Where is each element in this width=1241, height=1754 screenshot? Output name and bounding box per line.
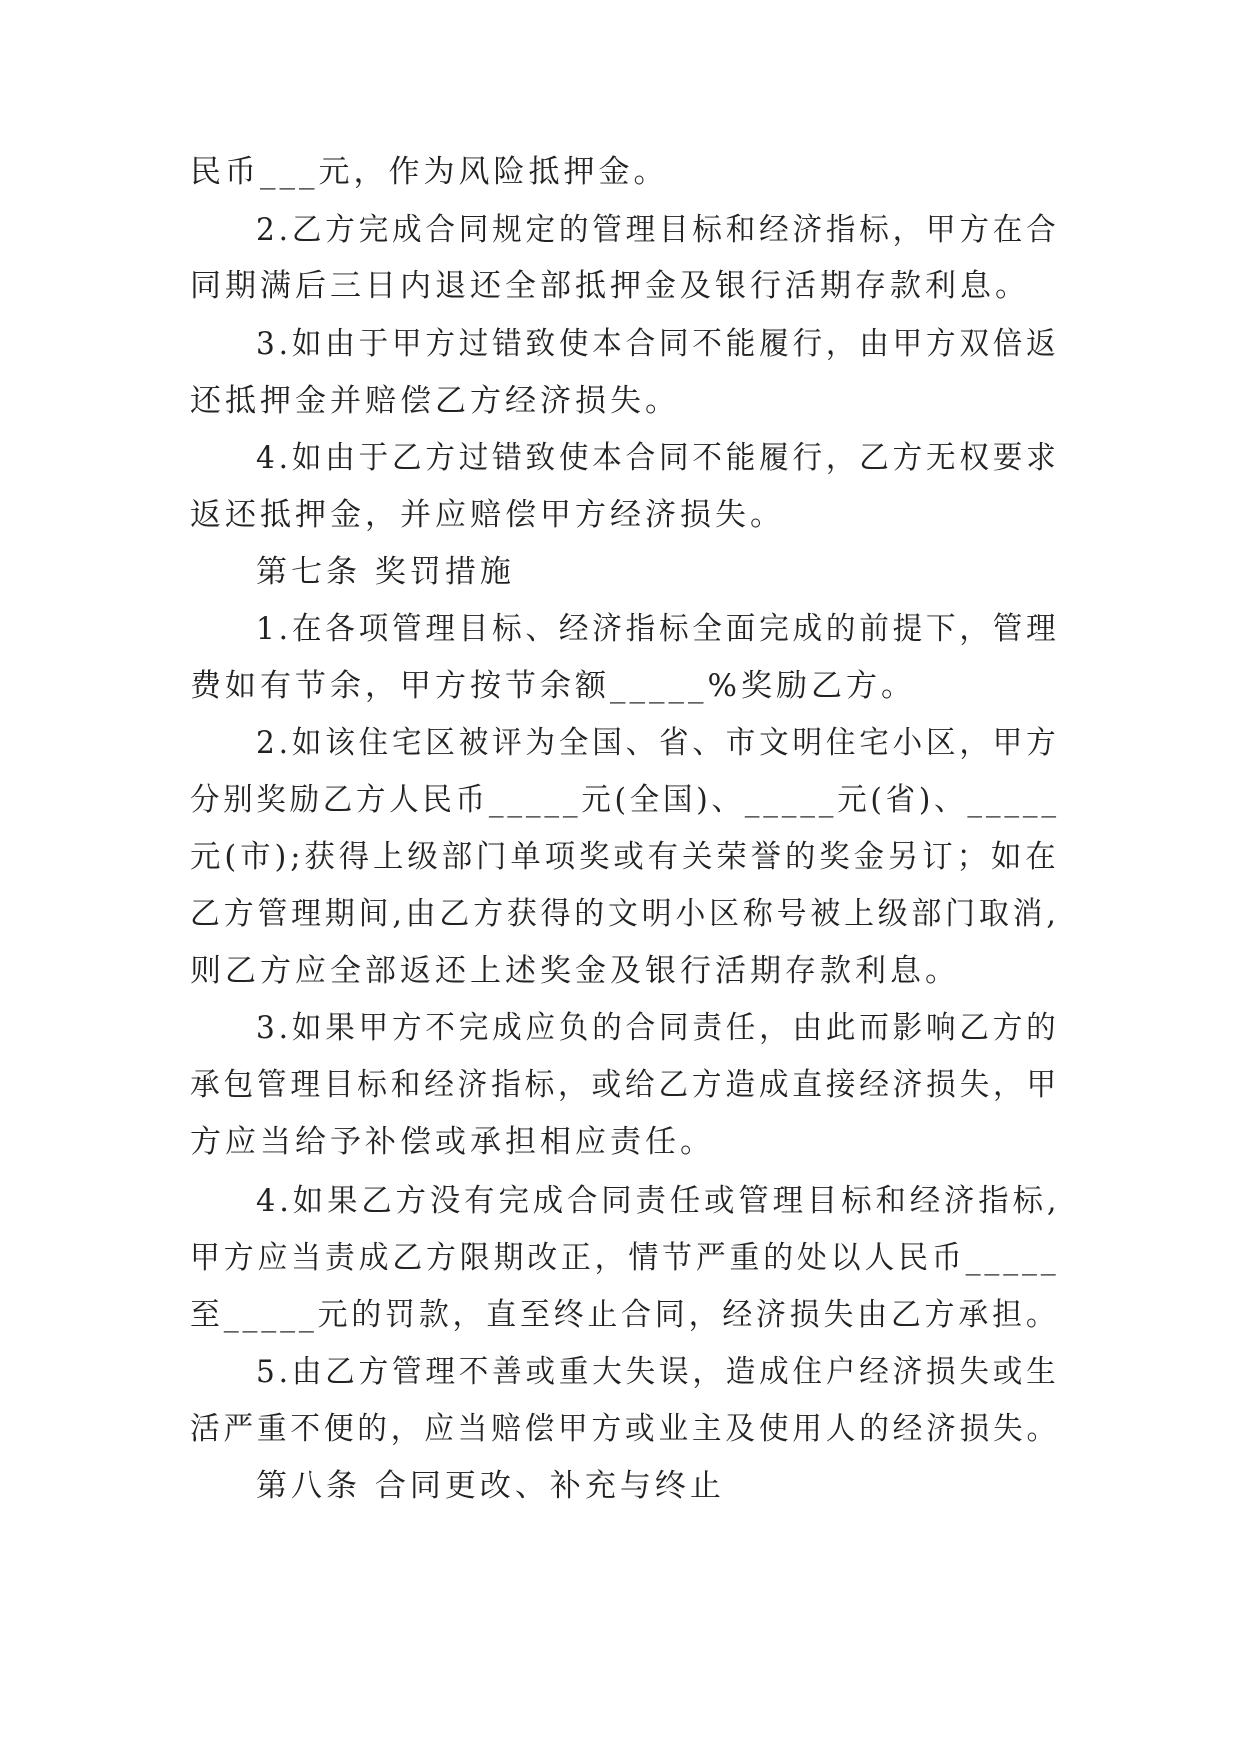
- text-line: 民币___元，作为风险抵押金。: [190, 154, 669, 190]
- text-line: 2.如该住宅区被评为全国、省、市文明住宅小区，甲方: [256, 725, 1060, 761]
- text-line: 则乙方应全部返还上述奖金及银行活期存款利息。: [190, 953, 960, 989]
- text-line: 至_____元的罚款，直至终止合同，经济损失由乙方承担。: [190, 1297, 1060, 1333]
- text-line: 分别奖励乙方人民币_____元(全国)、_____元(省)、_____: [190, 782, 1060, 818]
- text-line: 费如有节余，甲方按节余额_____%奖励乙方。: [190, 668, 916, 704]
- text-line: 乙方管理期间,由乙方获得的文明小区称号被上级部门取消,: [190, 896, 1060, 932]
- text-line: 活严重不便的，应当赔偿甲方或业主及使用人的经济损失。: [190, 1411, 1060, 1447]
- text-line: 3.如果甲方不完成应负的合同责任，由此而影响乙方的: [256, 1010, 1060, 1046]
- section-heading: 第七条 奖罚措施: [256, 554, 515, 590]
- text-line: 5.由乙方管理不善或重大失误，造成住户经济损失或生: [256, 1354, 1060, 1390]
- text-line: 4.如果乙方没有完成合同责任或管理目标和经济指标,: [256, 1183, 1061, 1219]
- text-line: 甲方应当责成乙方限期改正，情节严重的处以人民币_____: [190, 1240, 1060, 1276]
- text-line: 返还抵押金，并应赔偿甲方经济损失。: [190, 497, 785, 533]
- text-line: 3.如由于甲方过错致使本合同不能履行，由甲方双倍返: [256, 326, 1060, 362]
- text-line: 承包管理目标和经济指标，或给乙方造成直接经济损失，甲: [190, 1067, 1060, 1103]
- text-line: 4.如由于乙方过错致使本合同不能履行，乙方无权要求: [256, 440, 1060, 476]
- text-line: 2.乙方完成合同规定的管理目标和经济指标，甲方在合: [256, 212, 1060, 248]
- text-line: 元(市);获得上级部门单项奖或有关荣誉的奖金另订；如在: [190, 839, 1060, 875]
- text-line: 1.在各项管理目标、经济指标全面完成的前提下，管理: [256, 611, 1060, 647]
- text-line: 同期满后三日内退还全部抵押金及银行活期存款利息。: [190, 268, 1030, 304]
- text-line: 还抵押金并赔偿乙方经济损失。: [190, 383, 680, 419]
- section-heading: 第八条 合同更改、补充与终止: [256, 1468, 725, 1504]
- text-line: 方应当给予补偿或承担相应责任。: [190, 1124, 715, 1160]
